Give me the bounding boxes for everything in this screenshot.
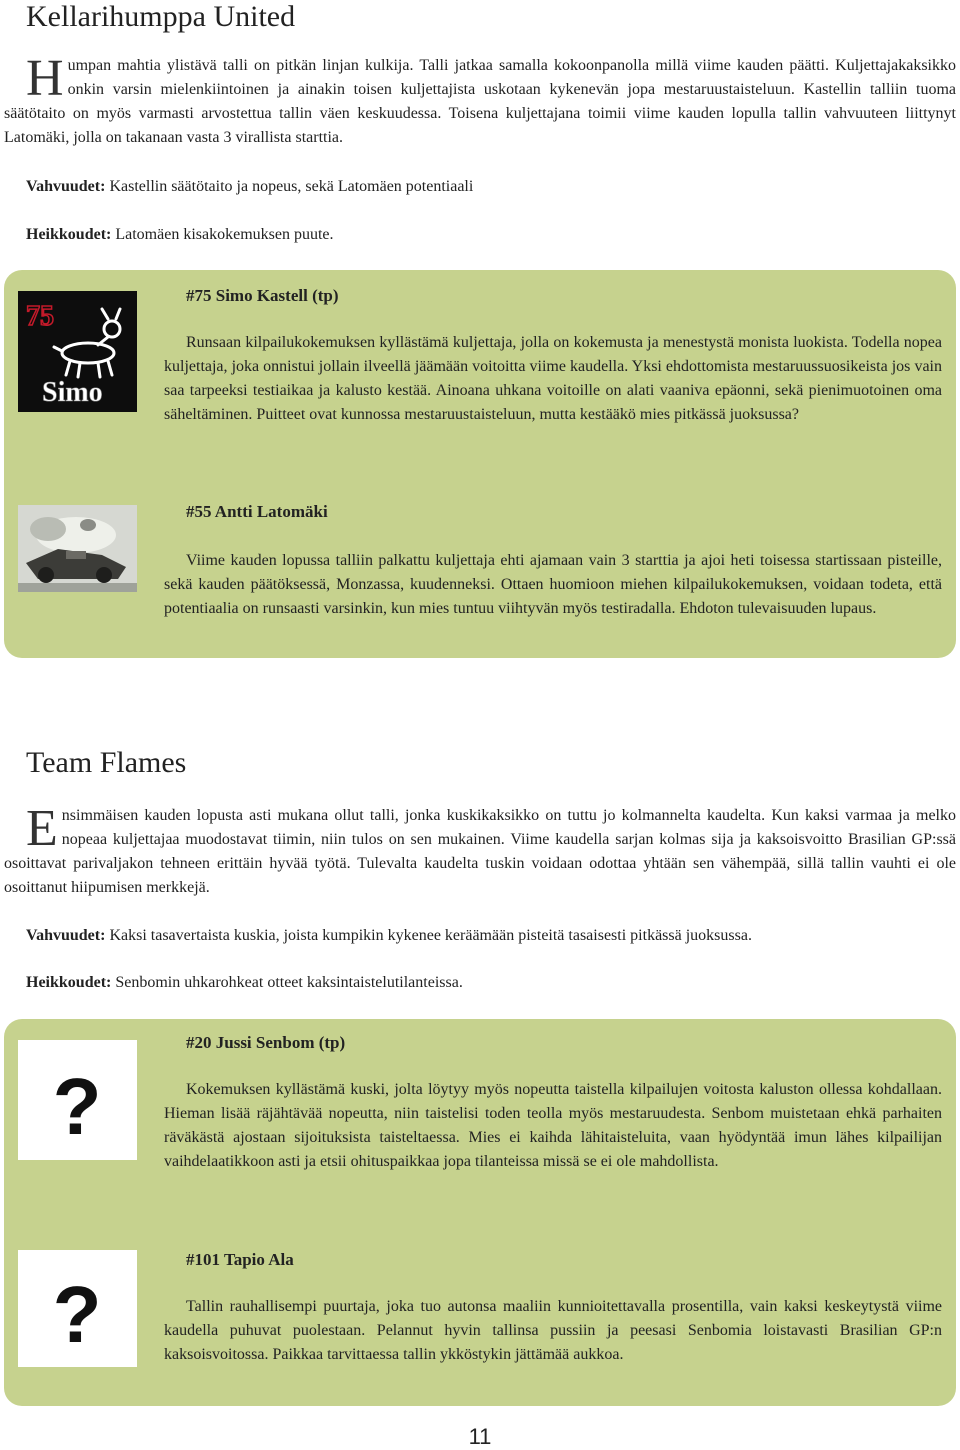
driver-heading-simo: #75 Simo Kastell (tp) [186, 286, 339, 305]
driver-avatar-senbom [18, 1040, 137, 1160]
crash-photo-icon [18, 505, 137, 592]
simo-logo-icon [18, 291, 137, 412]
driver-heading-latomaki: #55 Antti Latomäki [186, 502, 328, 521]
driver-heading-ala: #101 Tapio Ala [186, 1250, 294, 1269]
strengths-text: Kaksi tasavertaista kuskia, joista kumpikin kykenee keräämään pisteitä tasaisesti pitkässä juoksussa. [105, 927, 752, 944]
logo-name: Simo [42, 377, 103, 408]
weaknesses-label: Heikkoudet: [26, 226, 112, 243]
strengths-line [26, 176, 473, 198]
page-number: 11 [468, 1424, 492, 1449]
weaknesses-text: Latomäen kisakokemuksen puute. [111, 226, 334, 243]
svg-text:?: ? [52, 1062, 102, 1151]
intro-text: nsimmäisen kauden lopusta asti mukana ollut talli, jonka kuskikaksikko on tuttu jo kolmannelta kaudelta. Kun kaksi varmaa ja melko nopeaa kuljettajaa muodostavat tiimin, niin tulos on sen mukainen. Viime kaudella sarjan kolmas sija ja kaksoisvoitto Brasilian GP:ssä osoittavat parivaljakon tehneen erittäin hyvää työtä. Tulevalta kaudelta tuskin voidaan odottaa yhtään sen vähempää, sillä tallin vauhti ei ole osoittanut hiipumisen merkkejä. [4, 807, 956, 896]
strengths-line [26, 925, 752, 947]
driver-heading-senbom: #20 Jussi Senbom (tp) [186, 1033, 346, 1052]
driver-avatar-simo [18, 291, 137, 412]
svg-text:?: ? [52, 1270, 102, 1359]
driver-text-latomaki: Viime kauden lopussa talliin palkattu kuljettaja ehti ajamaan vain 3 starttia ja ajoi heti toisessa startissaan pisteille, sekä kauden päätöksessä, Monzassa, kuudenneksi. Ottaen huomioon miehen kilpailukokemuksen, voidaan todeta, että potentiaalia on runsaasti varsinkin, kun mies tuntuu viihtyvän myös testiradalla. Ehdoton tulevaisuuden lupaus. [164, 552, 942, 617]
weaknesses-line [26, 972, 463, 994]
weaknesses-line [26, 224, 334, 246]
team-intro-kellarihumppa [4, 50, 956, 150]
drivers-panel-flames [4, 1019, 956, 1406]
team-intro-flames [4, 800, 956, 900]
strengths-label: Vahvuudet: [26, 927, 106, 944]
driver-photo-latomaki [18, 505, 137, 592]
intro-text: umpan mahtia ylistävä talli on pitkän linjan kulkija. Talli jatkaa samalla kokoonpanolla millä viime kauden päätti. Kuljettajakaksikko onkin varsin mielenkiintoinen ja ainakin toisen kuljettajista uskotaan kykenevän jopa mestaruustaisteluun. Kastellin talliin tuoma säätötaito on myös varmasti arvostettua tallin väen keskuudessa. Toisena kuljettajana toimii viime kauden lopulla tallin vahvuuteen liittynyt Latomäki, jolla on takanaan vasta 3 virallista starttia. [4, 57, 956, 146]
question-mark-icon [18, 1040, 137, 1160]
weaknesses-label: Heikkoudet: [26, 974, 112, 991]
driver-text-senbom: Kokemuksen kyllästämä kuski, jolta löytyy myös nopeutta taistella kilpailujen voitosta kaluston ollessa kohdallaan. Hieman lisää räjähtävää nopeutta, niin taistelisi toden teolla myös mestaruudesta. Senbom muistetaan ehkä parhaiten räväkästä ajostaan sijoituksista taisteltaessa. Mies ei kaihda lähitaisteluita, vaan hyödyntää imun lähes kilpailijan vaihdelaatikkoon asti ja etsii ohituspaikkaa jopa tilanteissa missä se ei ole mahdollista. [164, 1081, 942, 1170]
strengths-label: Vahvuudet: [26, 178, 106, 195]
team-title-kellarihumppa: Kellarihumppa United [26, 0, 296, 33]
driver-avatar-ala [18, 1250, 137, 1367]
driver-text-simo: Runsaan kilpailukokemuksen kyllästämä kuljettaja, jolla on kokemusta ja menestystä monista luokista. Todella nopea kuljettaja, joka onnistui jollain ilveellä jäämään voitoitta viime kaudella. Yksi ehdottomista mestaruussuosikeista jos vain saa tarpeeksi testiaikaa ja kalusto kestää. Ainoana uhkana voitoille on alati vaaniva epäonni, sekä pienimuotoinen oma säheltäminen. Puitteet ovat kunnossa mestaruustaisteluun, mutta kestääkö mies pitkässä juoksussa? [164, 334, 942, 423]
driver-text-ala: Tallin rauhallisempi puurtaja, joka tuo autonsa maaliin kunnioitettavalla prosentilla, vain kaksi keskeytystä viime kaudella puhuvat puolestaan. Pelannut hyvin tallinsa pussiin ja peesasi Senbomia loistavasti Brasilian GP:n kaksoisvoitossa. Paikkaa tarvittaessa tallin ykköstykin jättämää aukkoa. [164, 1298, 942, 1363]
logo-number: 75 [26, 301, 54, 332]
weaknesses-text: Senbomin uhkarohkeat otteet kaksintaistelutilanteissa. [111, 974, 463, 991]
strengths-text: Kastellin säätötaito ja nopeus, sekä Latomäen potentiaali [105, 178, 474, 195]
question-mark-icon [18, 1250, 137, 1367]
dropcap: H [26, 50, 64, 107]
dropcap: E [26, 800, 58, 857]
drivers-panel-kellarihumppa [4, 270, 956, 658]
team-title-flames: Team Flames [26, 746, 187, 779]
